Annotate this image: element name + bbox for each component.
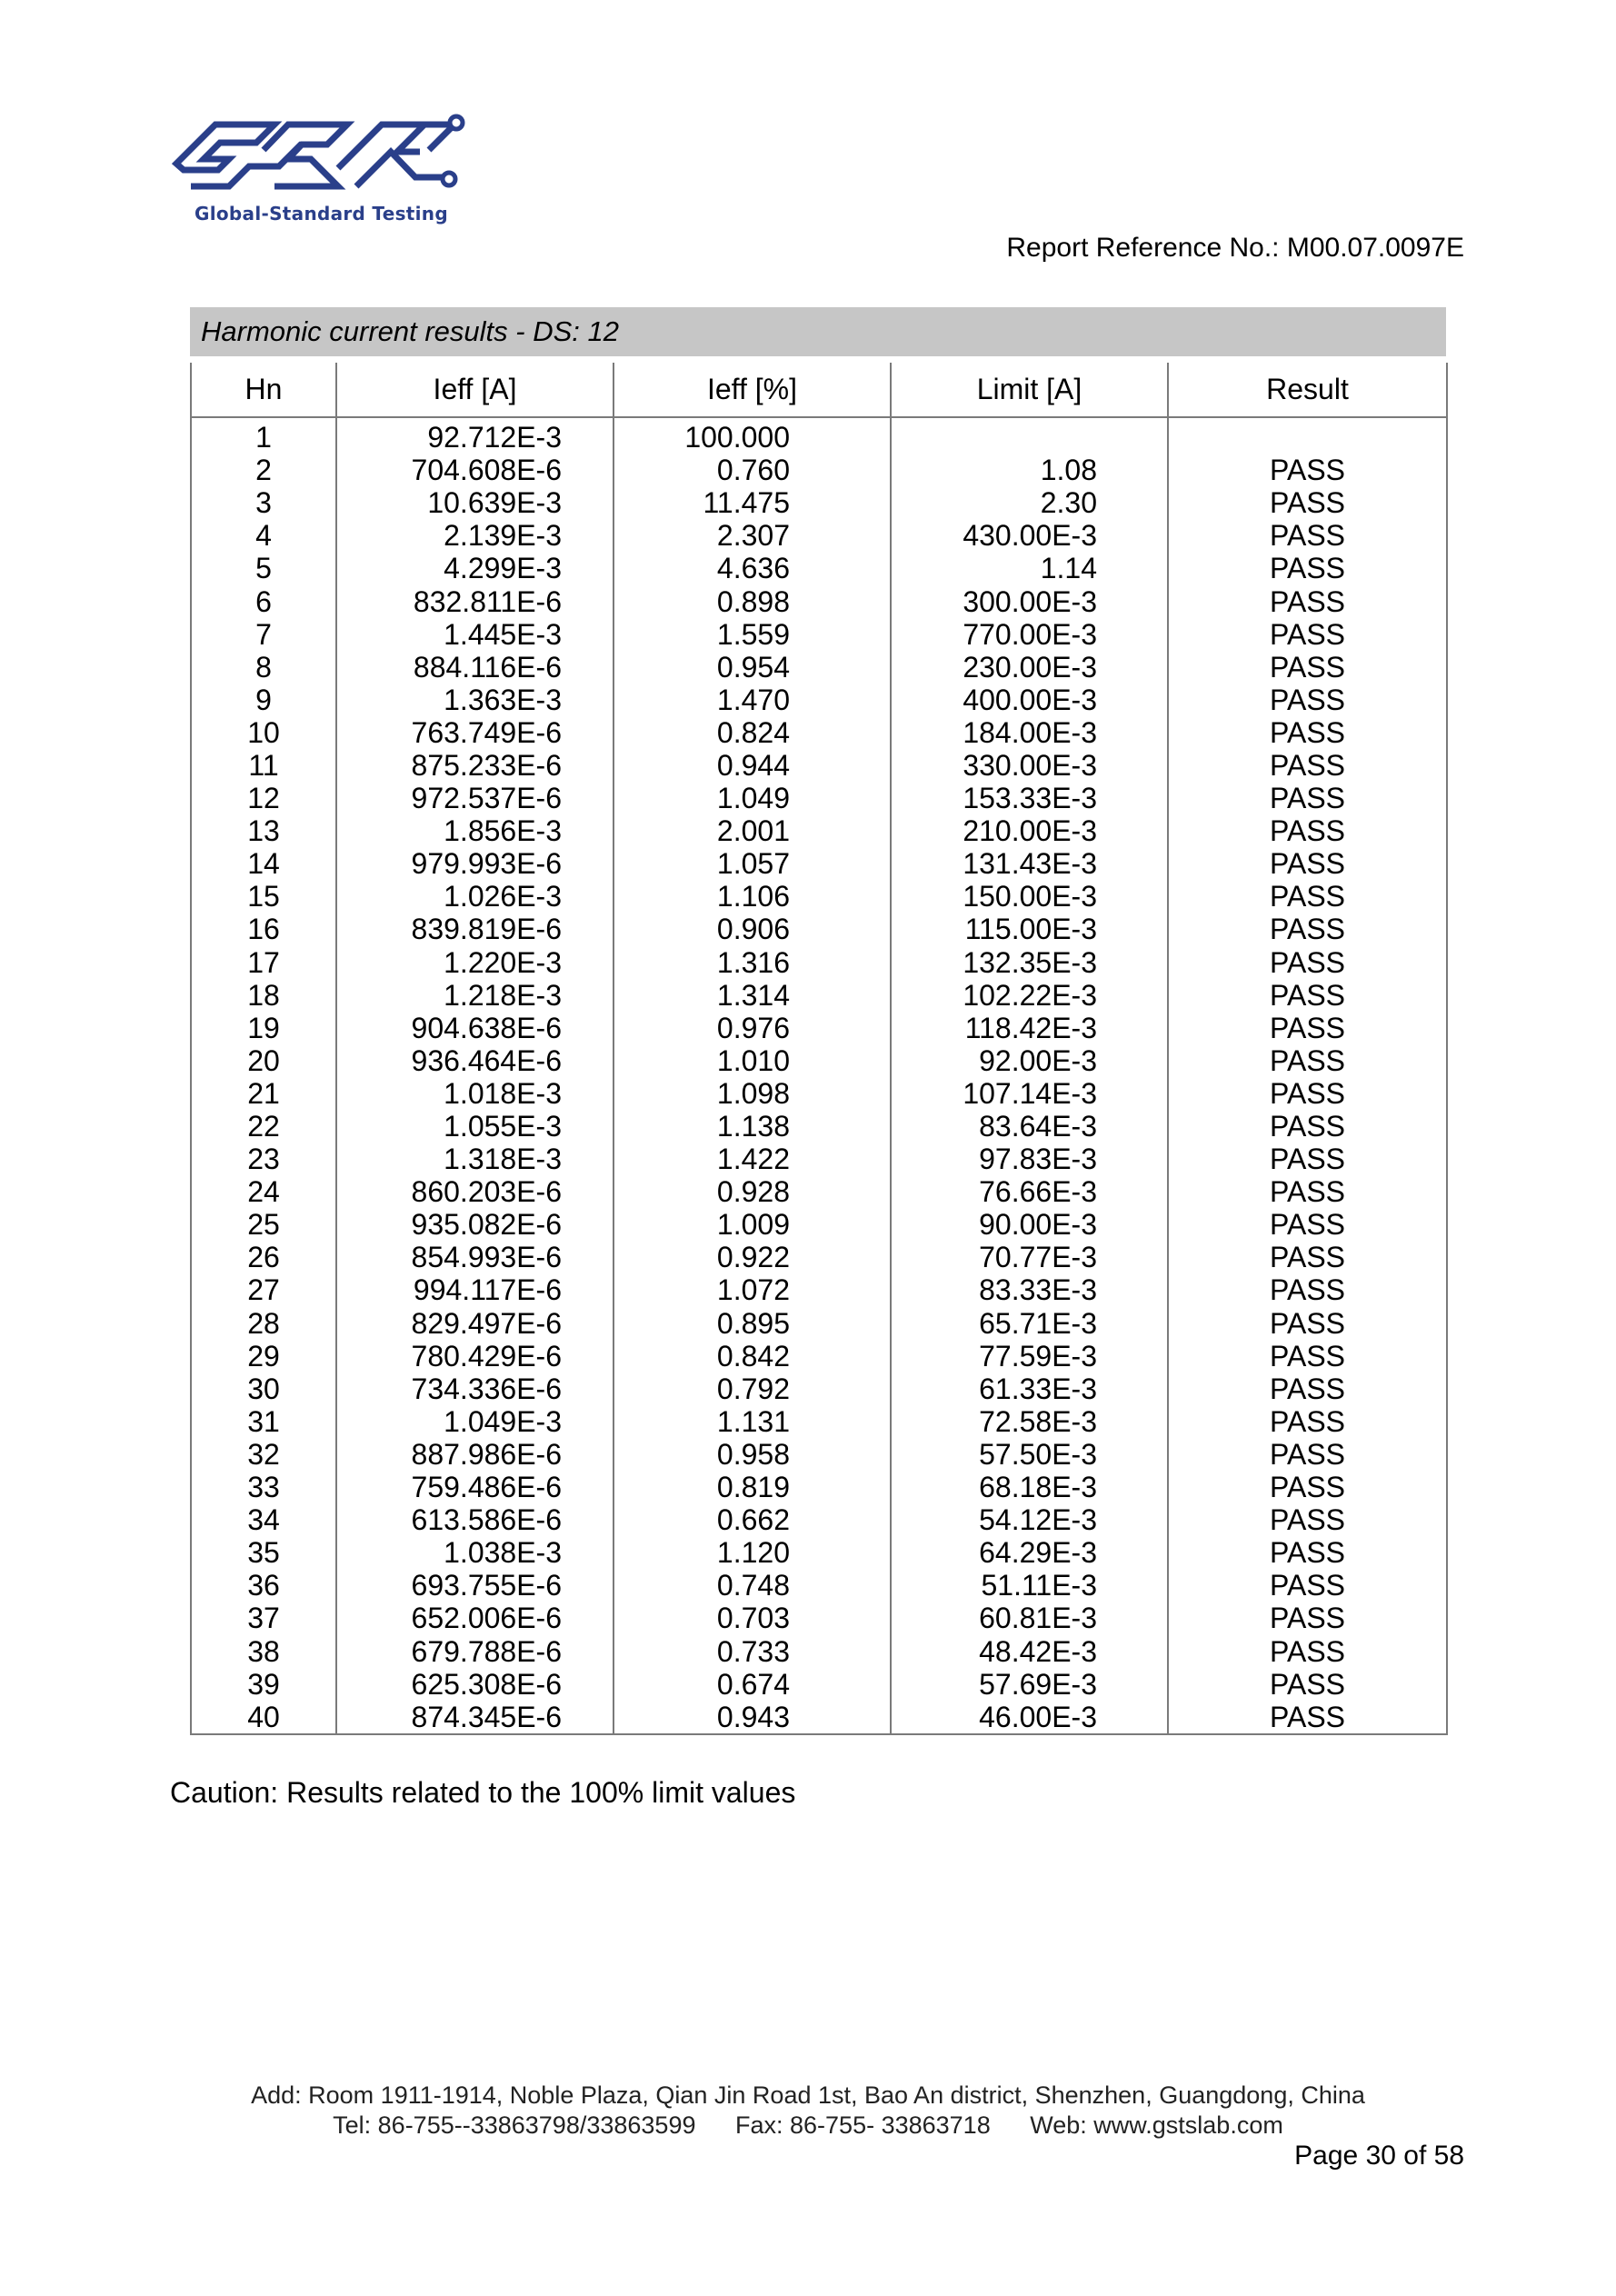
cell-limit xyxy=(891,417,1168,454)
cell-ieff-percent: 0.943 xyxy=(613,1701,891,1734)
cell-result: PASS xyxy=(1168,1273,1447,1306)
table-header-row xyxy=(191,363,1447,417)
cell-limit: 48.42E-3 xyxy=(891,1634,1168,1667)
cell-ieff-a: 1.049E-3 xyxy=(336,1405,613,1438)
cell-ieff-percent: 1.072 xyxy=(613,1273,891,1306)
cell-hn: 29 xyxy=(191,1340,336,1373)
cell-result: PASS xyxy=(1168,584,1447,617)
table-row xyxy=(191,946,1447,979)
logo-text: Global-Standard Testing xyxy=(195,203,448,225)
table-row xyxy=(191,417,1447,454)
cell-limit: 150.00E-3 xyxy=(891,880,1168,913)
cell-hn: 19 xyxy=(191,1012,336,1044)
table-row xyxy=(191,618,1447,651)
cell-hn: 8 xyxy=(191,651,336,684)
cell-limit: 65.71E-3 xyxy=(891,1307,1168,1340)
cell-ieff-percent: 1.559 xyxy=(613,618,891,651)
cell-ieff-a: 92.712E-3 xyxy=(336,417,613,454)
table-row xyxy=(191,552,1447,584)
table-row xyxy=(191,1340,1447,1373)
cell-ieff-percent: 0.760 xyxy=(613,454,891,486)
cell-ieff-a: 1.318E-3 xyxy=(336,1143,613,1175)
cell-hn: 18 xyxy=(191,979,336,1012)
cell-hn: 4 xyxy=(191,519,336,552)
cell-ieff-a: 1.445E-3 xyxy=(336,618,613,651)
cell-result: PASS xyxy=(1168,618,1447,651)
cell-ieff-a: 1.018E-3 xyxy=(336,1077,613,1110)
cell-ieff-percent: 2.307 xyxy=(613,519,891,552)
cell-ieff-percent: 0.819 xyxy=(613,1471,891,1503)
circuit-node-icon xyxy=(450,116,463,129)
cell-ieff-a: 693.755E-6 xyxy=(336,1569,613,1602)
cell-ieff-percent: 0.922 xyxy=(613,1241,891,1273)
cell-result: PASS xyxy=(1168,684,1447,716)
cell-result: PASS xyxy=(1168,1602,1447,1634)
cell-limit: 132.35E-3 xyxy=(891,946,1168,979)
table-row xyxy=(191,880,1447,913)
cell-ieff-a: 832.811E-6 xyxy=(336,584,613,617)
cell-result: PASS xyxy=(1168,979,1447,1012)
cell-ieff-percent: 1.009 xyxy=(613,1208,891,1241)
cell-ieff-percent: 0.958 xyxy=(613,1438,891,1471)
table-row xyxy=(191,1012,1447,1044)
cell-hn: 32 xyxy=(191,1438,336,1471)
table-row xyxy=(191,1208,1447,1241)
cell-limit: 153.33E-3 xyxy=(891,782,1168,814)
cell-limit: 210.00E-3 xyxy=(891,814,1168,847)
cell-result: PASS xyxy=(1168,1438,1447,1471)
cell-ieff-a: 780.429E-6 xyxy=(336,1340,613,1373)
cell-result: PASS xyxy=(1168,1701,1447,1734)
cell-ieff-percent: 0.944 xyxy=(613,749,891,782)
cell-limit: 430.00E-3 xyxy=(891,519,1168,552)
cell-hn: 39 xyxy=(191,1668,336,1701)
cell-limit: 54.12E-3 xyxy=(891,1503,1168,1536)
cell-result: PASS xyxy=(1168,1208,1447,1241)
column-header-hn: Hn xyxy=(191,363,336,417)
column-header-result: Result xyxy=(1168,363,1447,417)
cell-limit: 115.00E-3 xyxy=(891,913,1168,945)
cell-ieff-percent: 1.049 xyxy=(613,782,891,814)
cell-hn: 25 xyxy=(191,1208,336,1241)
cell-hn: 23 xyxy=(191,1143,336,1175)
cell-limit: 83.33E-3 xyxy=(891,1273,1168,1306)
cell-ieff-a: 1.856E-3 xyxy=(336,814,613,847)
cell-ieff-percent: 1.120 xyxy=(613,1536,891,1569)
cell-ieff-percent: 1.316 xyxy=(613,946,891,979)
cell-ieff-percent: 0.703 xyxy=(613,1602,891,1634)
cell-ieff-a: 704.608E-6 xyxy=(336,454,613,486)
cell-ieff-percent: 1.138 xyxy=(613,1110,891,1143)
harmonic-results-section xyxy=(190,307,1446,1735)
cell-hn: 35 xyxy=(191,1536,336,1569)
footer-address: Add: Room 1911-1914, Noble Plaza, Qian Jin Road 1st, Bao An district, Shenzhen, Guangdong, China xyxy=(251,2081,1365,2109)
cell-ieff-percent: 1.131 xyxy=(613,1405,891,1438)
cell-limit: 64.29E-3 xyxy=(891,1536,1168,1569)
table-row xyxy=(191,1143,1447,1175)
cell-ieff-percent: 1.470 xyxy=(613,684,891,716)
table-row xyxy=(191,1175,1447,1208)
table-row xyxy=(191,1503,1447,1536)
table-row xyxy=(191,716,1447,749)
cell-result: PASS xyxy=(1168,1175,1447,1208)
cell-result: PASS xyxy=(1168,519,1447,552)
cell-ieff-percent: 0.954 xyxy=(613,651,891,684)
cell-result: PASS xyxy=(1168,880,1447,913)
cell-result: PASS xyxy=(1168,847,1447,880)
cell-ieff-percent: 4.636 xyxy=(613,552,891,584)
cell-hn: 3 xyxy=(191,486,336,519)
footer-fax: Fax: 86-755- 33863718 xyxy=(735,2111,991,2139)
company-logo xyxy=(165,114,474,236)
cell-ieff-a: 10.639E-3 xyxy=(336,486,613,519)
cell-limit: 76.66E-3 xyxy=(891,1175,1168,1208)
cell-ieff-a: 1.038E-3 xyxy=(336,1536,613,1569)
table-row xyxy=(191,1536,1447,1569)
cell-ieff-a: 936.464E-6 xyxy=(336,1044,613,1077)
cell-ieff-a: 935.082E-6 xyxy=(336,1208,613,1241)
cell-hn: 30 xyxy=(191,1373,336,1405)
cell-ieff-a: 874.345E-6 xyxy=(336,1701,613,1734)
footer xyxy=(0,2081,1616,2141)
table-row xyxy=(191,684,1447,716)
table-row xyxy=(191,584,1447,617)
cell-limit: 118.42E-3 xyxy=(891,1012,1168,1044)
cell-ieff-percent: 0.842 xyxy=(613,1340,891,1373)
cell-limit: 60.81E-3 xyxy=(891,1602,1168,1634)
table-row xyxy=(191,1405,1447,1438)
cell-ieff-a: 1.026E-3 xyxy=(336,880,613,913)
cell-hn: 36 xyxy=(191,1569,336,1602)
cell-result: PASS xyxy=(1168,1569,1447,1602)
table-row xyxy=(191,519,1447,552)
cell-result: PASS xyxy=(1168,946,1447,979)
table-row xyxy=(191,1077,1447,1110)
cell-ieff-a: 4.299E-3 xyxy=(336,552,613,584)
cell-limit: 107.14E-3 xyxy=(891,1077,1168,1110)
cell-limit: 92.00E-3 xyxy=(891,1044,1168,1077)
cell-hn: 31 xyxy=(191,1405,336,1438)
cell-ieff-a: 763.749E-6 xyxy=(336,716,613,749)
cell-limit: 300.00E-3 xyxy=(891,584,1168,617)
cell-limit: 184.00E-3 xyxy=(891,716,1168,749)
cell-result: PASS xyxy=(1168,1077,1447,1110)
cell-result: PASS xyxy=(1168,1012,1447,1044)
cell-hn: 10 xyxy=(191,716,336,749)
cell-hn: 26 xyxy=(191,1241,336,1273)
cell-limit: 70.77E-3 xyxy=(891,1241,1168,1273)
cell-hn: 5 xyxy=(191,552,336,584)
column-header-ieff-percent: Ieff [%] xyxy=(613,363,891,417)
cell-ieff-a: 1.220E-3 xyxy=(336,946,613,979)
cell-result: PASS xyxy=(1168,1241,1447,1273)
cell-result: PASS xyxy=(1168,486,1447,519)
table-row xyxy=(191,913,1447,945)
cell-result: PASS xyxy=(1168,1503,1447,1536)
table-row xyxy=(191,1701,1447,1734)
table-row xyxy=(191,1241,1447,1273)
circuit-node-icon xyxy=(443,173,455,185)
cell-limit: 68.18E-3 xyxy=(891,1471,1168,1503)
cell-ieff-percent: 100.000 xyxy=(613,417,891,454)
cell-ieff-a: 829.497E-6 xyxy=(336,1307,613,1340)
cell-result: PASS xyxy=(1168,454,1447,486)
cell-ieff-a: 972.537E-6 xyxy=(336,782,613,814)
cell-ieff-a: 625.308E-6 xyxy=(336,1668,613,1701)
cell-hn: 6 xyxy=(191,584,336,617)
cell-limit: 770.00E-3 xyxy=(891,618,1168,651)
table-row xyxy=(191,847,1447,880)
cell-result: PASS xyxy=(1168,1373,1447,1405)
section-title: Harmonic current results - DS: 12 xyxy=(190,307,1446,356)
cell-limit: 77.59E-3 xyxy=(891,1340,1168,1373)
cell-limit: 61.33E-3 xyxy=(891,1373,1168,1405)
cell-limit: 46.00E-3 xyxy=(891,1701,1168,1734)
table-row xyxy=(191,749,1447,782)
cell-result: PASS xyxy=(1168,749,1447,782)
cell-result: PASS xyxy=(1168,1634,1447,1667)
cell-ieff-a: 904.638E-6 xyxy=(336,1012,613,1044)
cell-ieff-percent: 0.748 xyxy=(613,1569,891,1602)
cell-limit: 57.50E-3 xyxy=(891,1438,1168,1471)
cell-ieff-a: 854.993E-6 xyxy=(336,1241,613,1273)
cell-ieff-percent: 0.976 xyxy=(613,1012,891,1044)
cell-hn: 40 xyxy=(191,1701,336,1734)
cell-limit: 131.43E-3 xyxy=(891,847,1168,880)
cell-ieff-a: 994.117E-6 xyxy=(336,1273,613,1306)
cell-result: PASS xyxy=(1168,1668,1447,1701)
cell-ieff-a: 1.218E-3 xyxy=(336,979,613,1012)
cell-hn: 14 xyxy=(191,847,336,880)
cell-limit: 83.64E-3 xyxy=(891,1110,1168,1143)
cell-ieff-a: 887.986E-6 xyxy=(336,1438,613,1471)
cell-hn: 15 xyxy=(191,880,336,913)
cell-hn: 16 xyxy=(191,913,336,945)
cell-ieff-a: 679.788E-6 xyxy=(336,1634,613,1667)
cell-ieff-a: 875.233E-6 xyxy=(336,749,613,782)
cell-result: PASS xyxy=(1168,1307,1447,1340)
page-number: Page 30 of 58 xyxy=(1294,2141,1464,2171)
cell-limit: 51.11E-3 xyxy=(891,1569,1168,1602)
cell-result: PASS xyxy=(1168,1340,1447,1373)
cell-result: PASS xyxy=(1168,814,1447,847)
footer-contact xyxy=(0,2111,1616,2141)
cell-hn: 1 xyxy=(191,417,336,454)
table-row xyxy=(191,1307,1447,1340)
cell-hn: 20 xyxy=(191,1044,336,1077)
cell-limit: 1.08 xyxy=(891,454,1168,486)
cell-result xyxy=(1168,417,1447,454)
table-body xyxy=(191,417,1447,1734)
cell-limit: 102.22E-3 xyxy=(891,979,1168,1012)
cell-ieff-percent: 1.422 xyxy=(613,1143,891,1175)
cell-hn: 9 xyxy=(191,684,336,716)
cell-ieff-percent: 0.928 xyxy=(613,1175,891,1208)
cell-ieff-percent: 1.106 xyxy=(613,880,891,913)
cell-result: PASS xyxy=(1168,1405,1447,1438)
cell-ieff-percent: 1.314 xyxy=(613,979,891,1012)
table-row xyxy=(191,979,1447,1012)
cell-hn: 22 xyxy=(191,1110,336,1143)
gst-logo-mark-icon xyxy=(165,114,474,205)
harmonic-current-table xyxy=(190,363,1448,1735)
cell-ieff-a: 860.203E-6 xyxy=(336,1175,613,1208)
cell-ieff-percent: 0.662 xyxy=(613,1503,891,1536)
footer-web: Web: www.gstslab.com xyxy=(1030,2111,1283,2139)
cell-limit: 330.00E-3 xyxy=(891,749,1168,782)
cell-hn: 7 xyxy=(191,618,336,651)
table-row xyxy=(191,1110,1447,1143)
cell-ieff-percent: 0.898 xyxy=(613,584,891,617)
cell-ieff-percent: 0.733 xyxy=(613,1634,891,1667)
cell-result: PASS xyxy=(1168,552,1447,584)
table-row xyxy=(191,1569,1447,1602)
cell-hn: 12 xyxy=(191,782,336,814)
footer-tel: Tel: 86-755--33863798/33863599 xyxy=(333,2111,696,2139)
cell-hn: 37 xyxy=(191,1602,336,1634)
cell-limit: 400.00E-3 xyxy=(891,684,1168,716)
cell-result: PASS xyxy=(1168,716,1447,749)
cell-hn: 33 xyxy=(191,1471,336,1503)
table-row xyxy=(191,454,1447,486)
cell-ieff-a: 979.993E-6 xyxy=(336,847,613,880)
table-row xyxy=(191,651,1447,684)
cell-ieff-percent: 2.001 xyxy=(613,814,891,847)
cell-ieff-percent: 0.824 xyxy=(613,716,891,749)
cell-hn: 21 xyxy=(191,1077,336,1110)
cell-ieff-a: 2.139E-3 xyxy=(336,519,613,552)
cell-hn: 13 xyxy=(191,814,336,847)
cell-ieff-percent: 1.057 xyxy=(613,847,891,880)
table-row xyxy=(191,1634,1447,1667)
cell-result: PASS xyxy=(1168,913,1447,945)
cell-hn: 28 xyxy=(191,1307,336,1340)
cell-hn: 38 xyxy=(191,1634,336,1667)
table-row xyxy=(191,1044,1447,1077)
cell-result: PASS xyxy=(1168,651,1447,684)
cell-ieff-a: 613.586E-6 xyxy=(336,1503,613,1536)
report-reference: Report Reference No.: M00.07.0097E xyxy=(1006,233,1464,263)
cell-hn: 2 xyxy=(191,454,336,486)
cell-limit: 230.00E-3 xyxy=(891,651,1168,684)
table-row xyxy=(191,486,1447,519)
table-row xyxy=(191,1471,1447,1503)
cell-result: PASS xyxy=(1168,1536,1447,1569)
cell-ieff-percent: 0.792 xyxy=(613,1373,891,1405)
table-row xyxy=(191,1373,1447,1405)
cell-result: PASS xyxy=(1168,782,1447,814)
cell-limit: 72.58E-3 xyxy=(891,1405,1168,1438)
table-row xyxy=(191,814,1447,847)
cell-hn: 27 xyxy=(191,1273,336,1306)
cell-hn: 11 xyxy=(191,749,336,782)
cell-hn: 17 xyxy=(191,946,336,979)
caution-note: Caution: Results related to the 100% limit values xyxy=(170,1776,796,1809)
cell-limit: 2.30 xyxy=(891,486,1168,519)
cell-ieff-a: 759.486E-6 xyxy=(336,1471,613,1503)
cell-limit: 1.14 xyxy=(891,552,1168,584)
cell-hn: 34 xyxy=(191,1503,336,1536)
table-row xyxy=(191,782,1447,814)
table-row xyxy=(191,1602,1447,1634)
cell-ieff-a: 1.363E-3 xyxy=(336,684,613,716)
cell-limit: 97.83E-3 xyxy=(891,1143,1168,1175)
cell-ieff-percent: 1.098 xyxy=(613,1077,891,1110)
cell-ieff-percent: 0.895 xyxy=(613,1307,891,1340)
cell-result: PASS xyxy=(1168,1471,1447,1503)
cell-ieff-a: 1.055E-3 xyxy=(336,1110,613,1143)
cell-result: PASS xyxy=(1168,1110,1447,1143)
cell-ieff-a: 652.006E-6 xyxy=(336,1602,613,1634)
cell-ieff-percent: 0.906 xyxy=(613,913,891,945)
cell-ieff-a: 839.819E-6 xyxy=(336,913,613,945)
cell-result: PASS xyxy=(1168,1044,1447,1077)
cell-limit: 90.00E-3 xyxy=(891,1208,1168,1241)
cell-limit: 57.69E-3 xyxy=(891,1668,1168,1701)
column-header-ieff-a: Ieff [A] xyxy=(336,363,613,417)
column-header-limit: Limit [A] xyxy=(891,363,1168,417)
cell-ieff-a: 734.336E-6 xyxy=(336,1373,613,1405)
cell-ieff-a: 884.116E-6 xyxy=(336,651,613,684)
cell-ieff-percent: 11.475 xyxy=(613,486,891,519)
table-row xyxy=(191,1273,1447,1306)
cell-ieff-percent: 1.010 xyxy=(613,1044,891,1077)
cell-result: PASS xyxy=(1168,1143,1447,1175)
cell-hn: 24 xyxy=(191,1175,336,1208)
cell-ieff-percent: 0.674 xyxy=(613,1668,891,1701)
table-row xyxy=(191,1438,1447,1471)
table-row xyxy=(191,1668,1447,1701)
